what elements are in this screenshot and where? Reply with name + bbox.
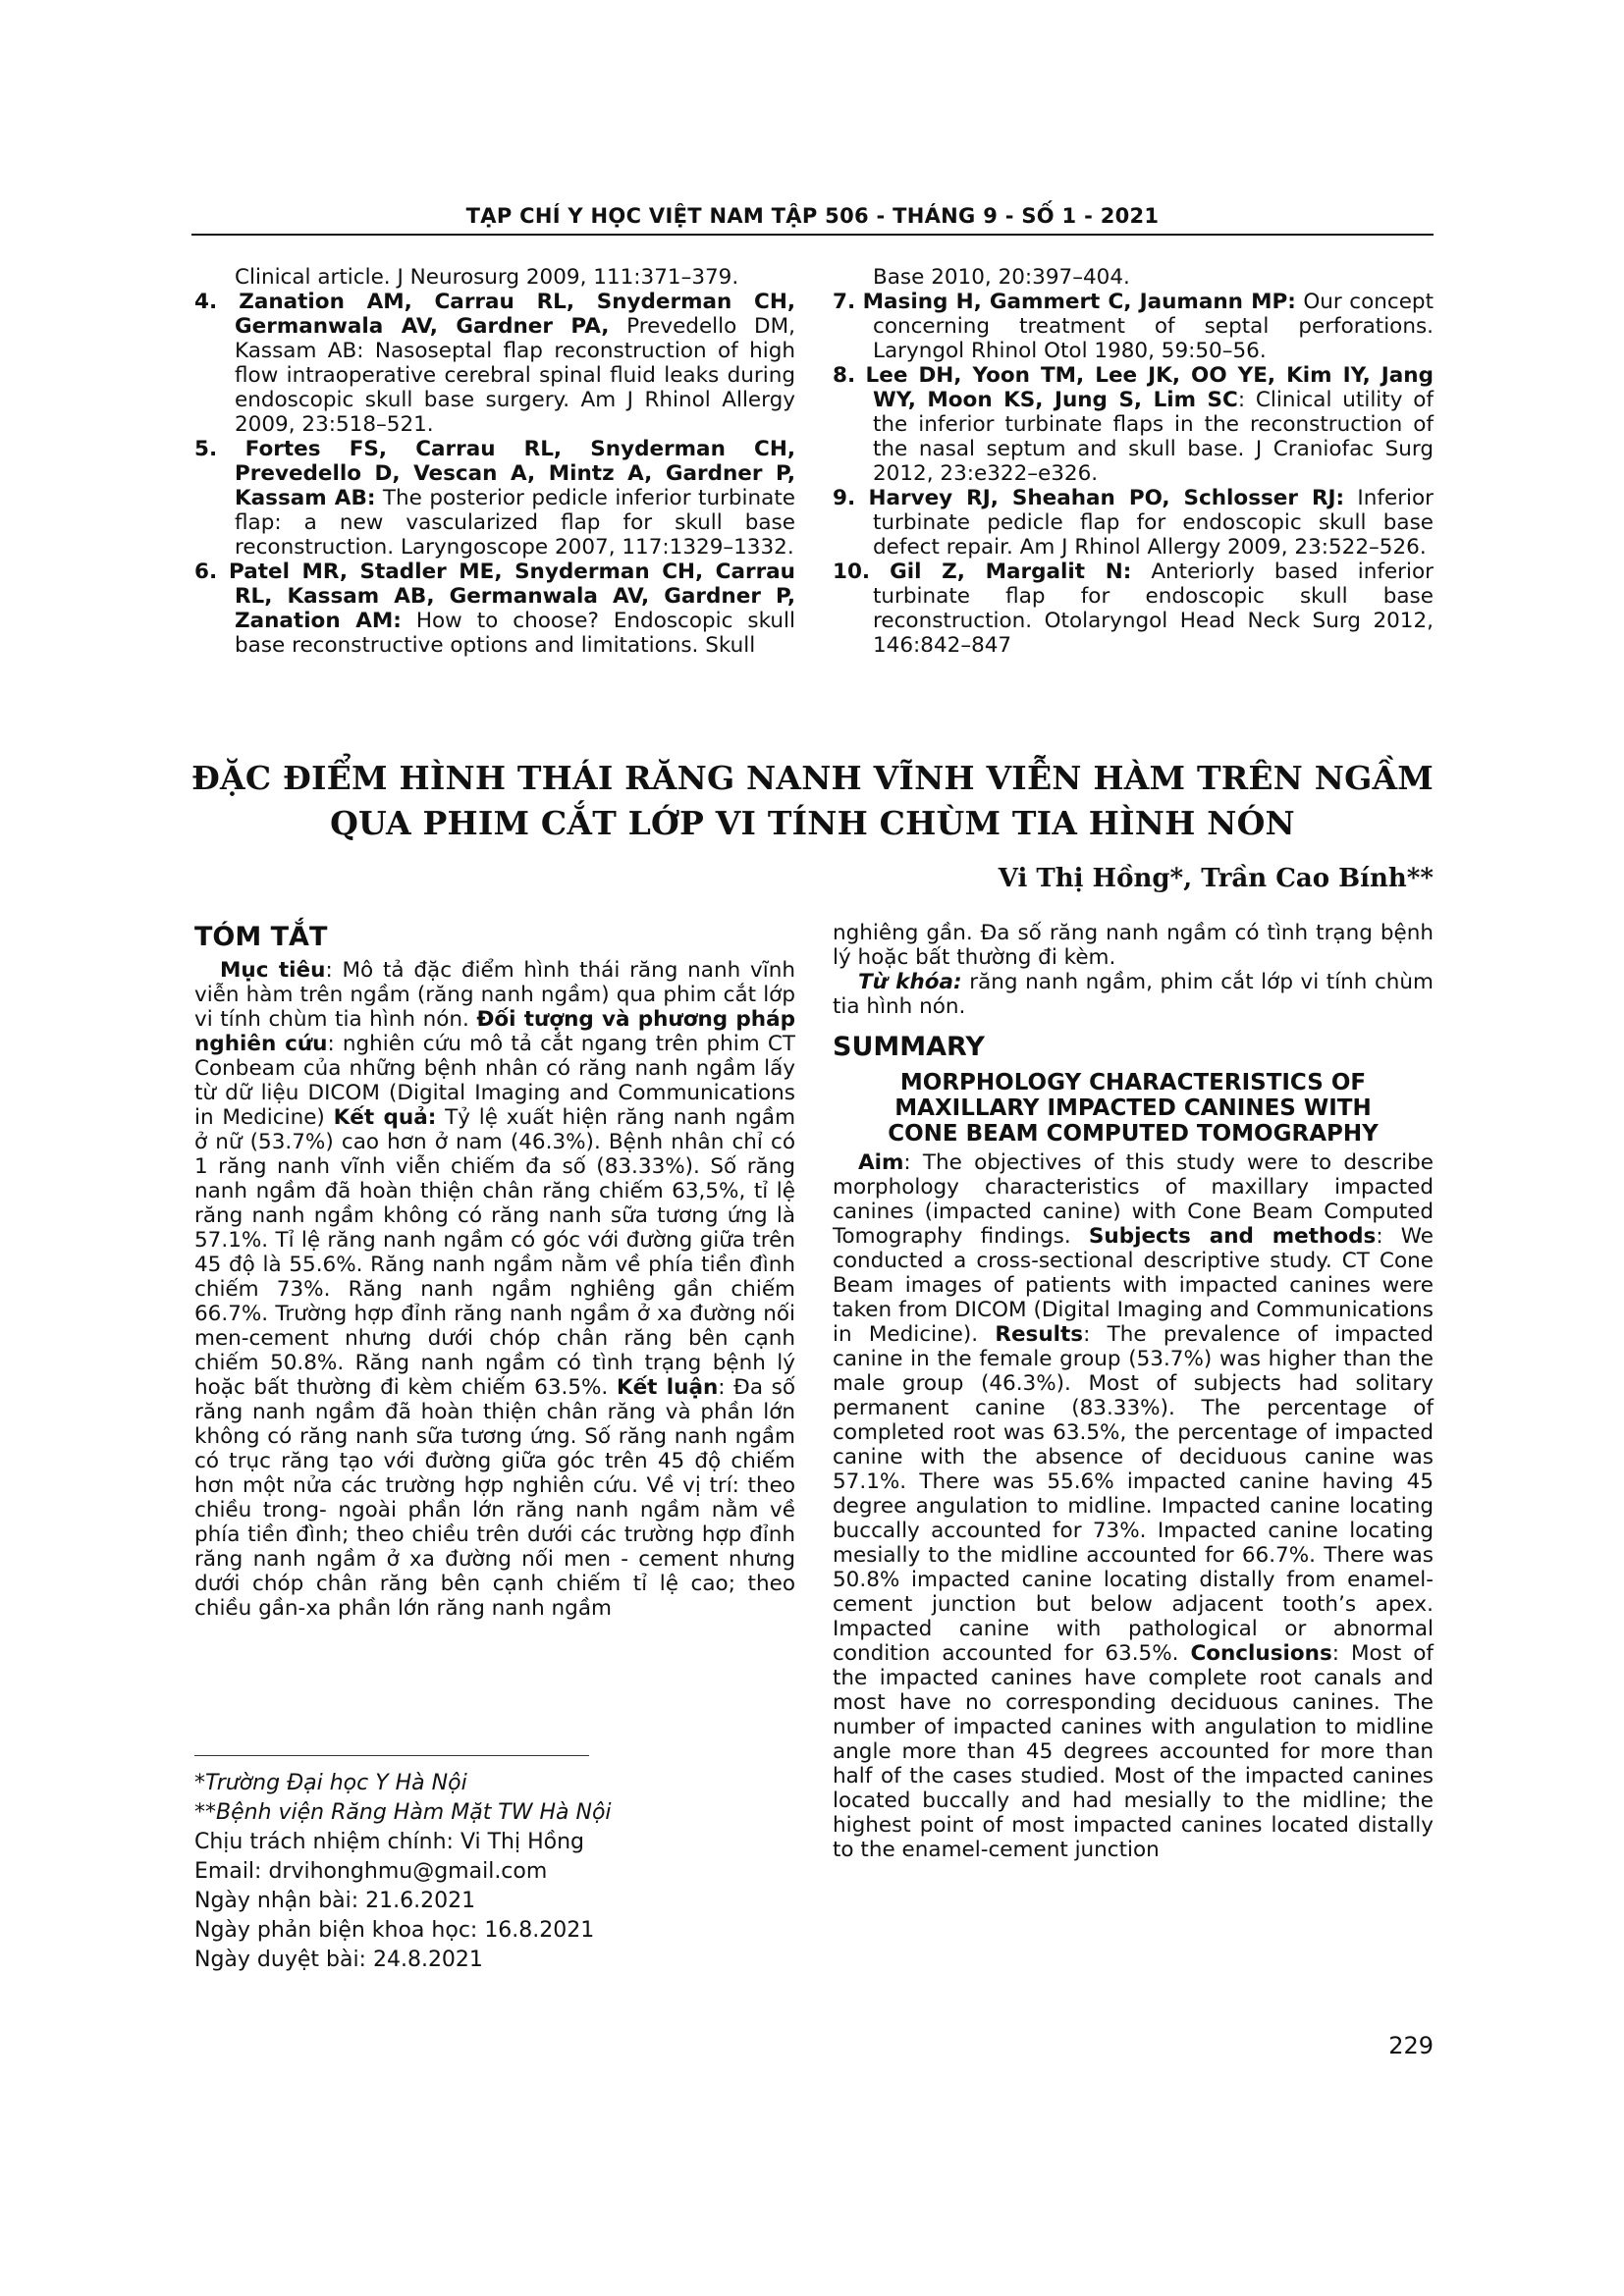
reference-authors: Zanation AM, Carrau RL, Snyderman CH, Germanwala AV, Gardner PA, xyxy=(235,290,795,339)
date-received: Ngày nhận bài: 21.6.2021 xyxy=(194,1889,476,1913)
section-heading-tomtat: TÓM TẮT xyxy=(194,922,328,952)
summary-title xyxy=(833,1070,1434,1147)
abstract-vietnamese xyxy=(194,921,795,1621)
reference-authors: Patel MR, Stadler ME, Snyderman CH, Carrau RL, Kassam AB, Germanwala AV, Gardner P, Zanation AM: xyxy=(229,560,795,633)
summary-paragraph xyxy=(833,1150,1434,1862)
text-muc-tieu: : Mô tả đặc điểm hình thái răng nanh vĩnh viễn hàm trên ngầm (răng nanh ngầm) qua phim cắt lớp vi tính chùm tia hình nón. xyxy=(194,958,795,1032)
reference-text: : Clinical utility of the inferior turbinate flaps in the reconstruction of the nasal septum and skull base. J Craniofac Surg 2012, 23:e322–e326. xyxy=(873,388,1434,486)
keywords-label: Từ khóa: xyxy=(858,970,962,994)
reference-number: 6. xyxy=(194,560,218,584)
journal-header: TẠP CHÍ Y HỌC VIỆT NAM TẬP 506 - THÁNG 9 - SỐ 1 - 2021 xyxy=(465,204,1160,228)
reference-number: 10. xyxy=(833,560,871,584)
label-results: Results xyxy=(995,1322,1084,1347)
label-subjects: Subjects and methods xyxy=(1088,1224,1377,1249)
reference-text: Anteriorly based inferior turbinate flap for endoscopic skull base reconstruction. Otolaryngol Head Neck Surg 2012, 146:842–847 xyxy=(873,560,1434,658)
article-title xyxy=(191,756,1434,846)
references-right xyxy=(833,265,1434,658)
email: Email: drvihonghmu@gmail.com xyxy=(194,1859,548,1884)
summary-title-line: MAXILLARY IMPACTED CANINES WITH xyxy=(894,1095,1372,1121)
text-doi-tuong: : nghiên cứu mô tả cắt ngang trên phim CT Conbeam của những bệnh nhân có răng nanh ngầm lấy từ dữ liệu DICOM (Digital Imaging and Communications in Medicine) xyxy=(194,1032,795,1130)
reference-text: Inferior turbinate pedicle flap for endoscopic skull base defect repair. Am J Rhinol Allergy 2009, 23:522–526. xyxy=(873,486,1434,560)
reference-authors: Gil Z, Margalit N: xyxy=(890,560,1132,584)
reference-authors: Harvey RJ, Sheahan PO, Schlosser RJ: xyxy=(868,486,1345,510)
reference-8 xyxy=(833,363,1434,486)
text-aim: : The objectives of this study were to describe morphology characteristics of maxillary impacted canines (impacted canine) with Cone Beam Computed Tomography findings. xyxy=(833,1150,1434,1249)
article-title-line: QUA PHIM CẮT LỚP VI TÍNH CHÙM TIA HÌNH NÓN xyxy=(330,804,1295,842)
reference-6 xyxy=(194,560,795,658)
affiliation-2: **Bệnh viện Răng Hàm Mặt TW Hà Nội xyxy=(194,1800,612,1825)
reference-9 xyxy=(833,486,1434,560)
date-accepted: Ngày duyệt bài: 24.8.2021 xyxy=(194,1948,483,1972)
corresponding-author: Chịu trách nhiệm chính: Vi Thị Hồng xyxy=(194,1830,585,1854)
reference-number: 7. xyxy=(833,290,856,314)
reference-number: 5. xyxy=(194,437,218,461)
reference-continuation xyxy=(194,265,795,290)
text-subjects: : We conducted a cross-sectional descriptive study. CT Cone Beam images of patients with impacted canines were taken from DICOM (Digital Imaging and Communications in Medicine). xyxy=(833,1224,1434,1347)
label-conclusions: Conclusions xyxy=(1190,1641,1332,1666)
header-rule xyxy=(191,234,1434,236)
reference-number: 8. xyxy=(833,363,856,388)
keywords-text: răng nanh ngầm, phim cắt lớp vi tính chùm tia hình nón. xyxy=(833,970,1434,1019)
reference-text: The posterior pedicle inferior turbinate flap: a new vascularized flap for skull base reconstruction. Laryngoscope 2007, 117:1329–1332. xyxy=(235,486,795,560)
reference-authors: Lee DH, Yoon TM, Lee JK, OO YE, Kim IY, Jang WY, Moon KS, Jung S, Lim SC xyxy=(865,363,1435,412)
page-number: 229 xyxy=(1388,2032,1434,2059)
reference-text: How to choose? Endoscopic skull base reconstructive options and limitations. Skull xyxy=(235,609,795,658)
text-results: : The prevalence of impacted canine in the female group (53.7%) was higher than the male group (46.3%). Most of subjects had solitary permanent canine (83.33%). The percentage of completed root was 63.5%, the percentage of impacted canine with the absence of deciduous canine was 57.1%. There was 55.6% impacted canine having 45 degree angulation to midline. Impacted canine locating buccally accounted for 73%. Impacted canine locating mesially to the midline accounted for 66.7%. There was 50.8% impacted canine locating distally from enamel-cement junction but below adjacent tooth’s apex. Impacted canine with pathological or abnormal condition accounted for 63.5%. xyxy=(833,1322,1434,1666)
summary-title-line: MORPHOLOGY CHARACTERISTICS OF xyxy=(899,1070,1367,1095)
text-conclusions: : Most of the impacted canines have complete root canals and most have no corresponding deciduous canines. The number of impacted canines with angulation to midline angle more than 45 degrees accounted for more than half of the cases studied. Most of the impacted canines located buccally and had mesially to the midline; the highest point of most impacted canines located distally to the enamel-cement junction xyxy=(833,1641,1434,1862)
reference-text: Base 2010, 20:397–404. xyxy=(873,265,1130,290)
references-left xyxy=(194,265,795,658)
section-heading-summary: SUMMARY xyxy=(833,1032,985,1062)
reference-7 xyxy=(833,290,1434,363)
reference-10 xyxy=(833,560,1434,658)
reference-text: Prevedello DM, Kassam AB: Nasoseptal flap reconstruction of high flow intraoperative cerebral spinal fluid leaks during endoscopic skull base surgery. Am J Rhinol Allergy 2009, 23:518–521. xyxy=(235,314,795,437)
summary-title-line: CONE BEAM COMPUTED TOMOGRAPHY xyxy=(888,1121,1379,1147)
reference-number: 4. xyxy=(194,290,218,314)
reference-authors: Fortes FS, Carrau RL, Snyderman CH, Prevedello D, Vescan A, Mintz A, Gardner P, Kassam AB: xyxy=(235,437,795,510)
abstract-paragraph xyxy=(194,958,795,1621)
label-doi-tuong: Đối tượng và phương pháp nghiên cứu xyxy=(194,1007,795,1056)
label-ket-luan: Kết luận xyxy=(616,1375,719,1400)
reference-authors: Masing H, Gammert C, Jaumann MP: xyxy=(862,290,1296,314)
footnote-rule xyxy=(194,1755,589,1756)
label-aim: Aim xyxy=(858,1150,904,1175)
reference-text: Clinical article. J Neurosurg 2009, 111:371–379. xyxy=(235,265,739,290)
label-muc-tieu: Mục tiêu xyxy=(220,958,326,983)
article-authors: Vi Thị Hồng*, Trần Cao Bính** xyxy=(998,864,1434,893)
reference-continuation xyxy=(833,265,1434,290)
reference-text: Our concept concerning treatment of septal perforations. Laryngol Rhinol Otol 1980, 59:50–56. xyxy=(873,290,1434,363)
text-ket-luan: : Đa số răng nanh ngầm đã hoàn thiện chân răng và phần lớn không có răng nanh sữa tương ứng. Số răng nanh ngầm có trục răng tạo với đường giữa góc trên 45 độ chiếm hơn một nửa các trường hợp nghiên cứu. Về vị trí: theo chiều trong- ngoài phần lớn răng nanh ngầm nằm về phía tiền đình; theo chiều trên dưới các trường hợp đỉnh răng nanh ngầm ở xa đường nối men - cement nhưng dưới chóp chân răng bên cạnh chiếm tỉ lệ cao; theo chiều gần-xa phần lớn răng nanh ngầm xyxy=(194,1375,796,1621)
article-title-line: ĐẶC ĐIỂM HÌNH THÁI RĂNG NANH VĨNH VIỄN HÀM TRÊN NGẦM xyxy=(191,759,1435,797)
reference-number: 9. xyxy=(833,486,856,510)
reference-5 xyxy=(194,437,795,560)
date-reviewed: Ngày phản biện khoa học: 16.8.2021 xyxy=(194,1918,595,1943)
footnotes xyxy=(194,1769,795,1975)
keywords xyxy=(833,970,1434,1019)
abstract-english xyxy=(833,921,1434,1862)
abstract-continuation: nghiêng gần. Đa số răng nanh ngầm có tình trạng bệnh lý hoặc bất thường đi kèm. xyxy=(833,921,1434,970)
affiliation-1: *Trường Đại học Y Hà Nội xyxy=(194,1771,467,1795)
label-ket-qua: Kết quả: xyxy=(333,1105,437,1130)
reference-4 xyxy=(194,290,795,437)
text-ket-qua: Tỷ lệ xuất hiện răng nanh ngầm ở nữ (53.7%) cao hơn ở nam (46.3%). Bệnh nhân chỉ có 1 răng nanh vĩnh viễn chiếm đa số (83.33%). Số răng nanh ngầm đã hoàn thiện chân răng chiếm 63,5%, tỉ lệ răng nanh ngầm không có răng nanh sữa tương ứng là 57.1%. Tỉ lệ răng nanh ngầm có góc với đường giữa trên 45 độ là 55.6%. Răng nanh ngầm nằm về phía tiền đình chiếm 73%. Răng nanh ngầm nghiêng gần chiếm 66.7%. Trường hợp đỉnh răng nanh ngầm ở xa đường nối men-cement nhưng dưới chóp chân răng bên cạnh chiếm 50.8%. Răng nanh ngầm có tình trạng bệnh lý hoặc bất thường đi kèm chiếm 63.5%. xyxy=(194,1105,796,1400)
